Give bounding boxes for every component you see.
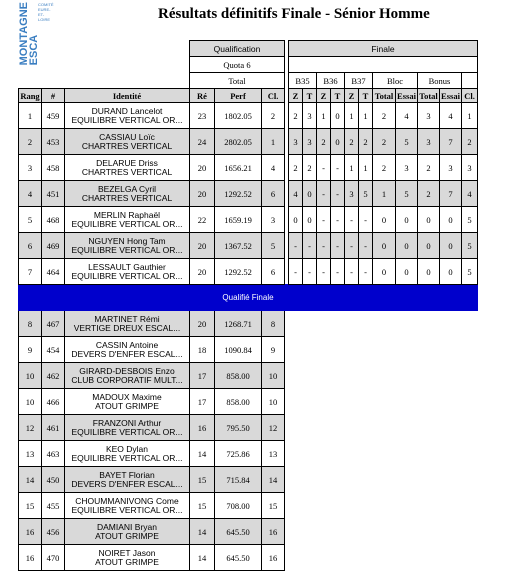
finalist-row	[19, 181, 478, 207]
re-cell: 20	[190, 259, 215, 285]
perf-cell: 1268.71	[215, 311, 262, 337]
athlete-name: CHOUMMANIVONG Come	[75, 495, 179, 506]
athlete-row	[19, 545, 478, 571]
b35-t-cell: 0	[303, 207, 317, 233]
b36-header: B36	[317, 73, 345, 89]
b37-z-cell: 2	[345, 129, 359, 155]
t-header: T	[359, 89, 373, 103]
bloc-essai-cell: 0	[396, 207, 418, 233]
bib-cell: 462	[42, 363, 65, 389]
header-row-2	[19, 57, 478, 73]
bib-cell: 456	[42, 519, 65, 545]
header-row-3	[19, 73, 478, 89]
perf-cell: 1802.05	[215, 103, 262, 129]
athlete-name: MARTINET Rémi	[94, 313, 160, 324]
athlete-identity	[65, 519, 190, 545]
bonus-total-cell: 3	[418, 103, 440, 129]
athlete-club: CHARTRES VERTICAL	[81, 140, 173, 151]
final-cl-cell: 2	[462, 129, 478, 155]
b37-header: B37	[345, 73, 373, 89]
bib-cell: 453	[42, 129, 65, 155]
rank-cell: 12	[19, 415, 42, 441]
athlete-club: DEVERS D'ENFER ESCAL...	[71, 348, 183, 359]
finalist-row	[19, 259, 478, 285]
athlete-row	[19, 311, 478, 337]
perf-cell: 1659.19	[215, 207, 262, 233]
re-cell: 14	[190, 545, 215, 571]
final-cl-header: Cl.	[462, 89, 478, 103]
z-header: Z	[289, 89, 303, 103]
qual-cl-cell: 5	[262, 233, 285, 259]
athlete-identity	[65, 181, 190, 207]
athlete-identity	[65, 467, 190, 493]
athlete-name: MERLIN Raphaël	[93, 209, 161, 220]
bloc-total-cell: 0	[373, 259, 396, 285]
b36-t-cell: 0	[331, 129, 345, 155]
athlete-club: EQUILIBRE VERTICAL OR...	[71, 426, 183, 437]
final-cl-cell: 3	[462, 155, 478, 181]
bonus-total-cell: 0	[418, 233, 440, 259]
perf-cell: 795.50	[215, 415, 262, 441]
qual-cl-cell: 6	[262, 181, 285, 207]
re-cell: 23	[190, 103, 215, 129]
perf-cell: 1367.52	[215, 233, 262, 259]
qual-cl-cell: 16	[262, 545, 285, 571]
athlete-name: DAMIANI Bryan	[97, 521, 157, 532]
athlete-name: KEO Dylan	[105, 443, 149, 454]
athlete-name: CASSIN Antoine	[95, 339, 159, 350]
finalist-row	[19, 233, 478, 259]
perf-cell: 1656.21	[215, 155, 262, 181]
rank-cell: 2	[19, 129, 42, 155]
z-header: Z	[317, 89, 331, 103]
qual-cl-cell: 10	[262, 389, 285, 415]
qual-cl-cell: 2	[262, 103, 285, 129]
b37-t-cell: -	[359, 207, 373, 233]
rank-cell: 6	[19, 233, 42, 259]
perf-cell: 858.00	[215, 389, 262, 415]
b35-t-cell: 3	[303, 103, 317, 129]
athlete-row	[19, 415, 478, 441]
re-cell: 20	[190, 181, 215, 207]
perf-cell: 708.00	[215, 493, 262, 519]
b37-z-cell: 1	[345, 103, 359, 129]
perf-cell: 2802.05	[215, 129, 262, 155]
qual-cl-cell: 8	[262, 311, 285, 337]
bonus-total-cell: 2	[418, 155, 440, 181]
perf-cell: 725.86	[215, 441, 262, 467]
b37-t-cell: 1	[359, 103, 373, 129]
re-cell: 24	[190, 129, 215, 155]
b35-t-cell: -	[303, 233, 317, 259]
bonus-essai-cell: 4	[440, 103, 462, 129]
athlete-row	[19, 493, 478, 519]
b35-t-cell: -	[303, 259, 317, 285]
bloc-essai-cell: 5	[396, 129, 418, 155]
rank-cell: 7	[19, 259, 42, 285]
athlete-name: DURAND Lancelot	[91, 105, 163, 116]
b35-z-cell: 3	[289, 129, 303, 155]
header-row-1	[19, 41, 478, 57]
rank-cell: 13	[19, 441, 42, 467]
qual-cl-cell: 12	[262, 415, 285, 441]
bloc-total-header: Total	[373, 89, 396, 103]
perf-cell: 1090.84	[215, 337, 262, 363]
re-cell: 18	[190, 337, 215, 363]
bib-cell: 454	[42, 337, 65, 363]
results-table	[18, 40, 478, 571]
athlete-name: NGUYEN Hong Tam	[88, 235, 166, 246]
final-cl-cell: 5	[462, 207, 478, 233]
finalist-row	[19, 129, 478, 155]
athlete-name: DELARUE Driss	[96, 157, 158, 168]
b35-z-cell: -	[289, 233, 303, 259]
bib-cell: 459	[42, 103, 65, 129]
bib-cell: 468	[42, 207, 65, 233]
bloc-total-cell: 1	[373, 181, 396, 207]
bloc-total-cell: 2	[373, 103, 396, 129]
bonus-total-header: Total	[419, 90, 438, 101]
b36-z-cell: 2	[317, 129, 331, 155]
bonus-total-cell: 3	[418, 129, 440, 155]
bib-cell: 466	[42, 389, 65, 415]
finalist-row	[19, 155, 478, 181]
athlete-club: CHARTRES VERTICAL	[81, 192, 173, 203]
b36-z-cell: -	[317, 181, 331, 207]
qualified-band-row	[19, 285, 478, 311]
b37-z-cell: -	[345, 207, 359, 233]
athlete-identity	[65, 493, 190, 519]
t-header: T	[331, 89, 345, 103]
bloc-essai-cell: 3	[396, 155, 418, 181]
re-cell: 16	[190, 415, 215, 441]
rank-cell: 1	[19, 103, 42, 129]
athlete-club: DEVERS D'ENFER ESCAL...	[71, 478, 183, 489]
rank-cell: 5	[19, 207, 42, 233]
b36-z-cell: -	[317, 259, 331, 285]
perf-cell: 1292.52	[215, 181, 262, 207]
b37-t-cell: 2	[359, 129, 373, 155]
athlete-club: EQUILIBRE VERTICAL OR...	[71, 270, 183, 281]
athlete-row	[19, 519, 478, 545]
b36-z-cell: 1	[317, 103, 331, 129]
qual-cl-cell: 4	[262, 155, 285, 181]
bloc-total-cell: 0	[373, 207, 396, 233]
b36-t-cell: -	[331, 181, 345, 207]
qual-cl-cell: 6	[262, 259, 285, 285]
athlete-name: FRANZONI Arthur	[92, 417, 162, 428]
athlete-club: EQUILIBRE VERTICAL OR...	[71, 452, 183, 463]
rank-cell: 16	[19, 545, 42, 571]
rank-cell: 8	[19, 311, 42, 337]
b36-t-cell: -	[331, 233, 345, 259]
b37-t-cell: 5	[359, 181, 373, 207]
b37-t-cell: -	[359, 233, 373, 259]
re-cell: 20	[190, 311, 215, 337]
final-cl-cell: 4	[462, 181, 478, 207]
perf-header: Perf	[215, 89, 262, 103]
athlete-identity	[65, 337, 190, 363]
bib-cell: 461	[42, 415, 65, 441]
b36-t-cell: -	[331, 155, 345, 181]
rank-cell: 3	[19, 155, 42, 181]
b35-z-cell: 0	[289, 207, 303, 233]
bonus-total-cell: 0	[418, 207, 440, 233]
athlete-identity	[65, 441, 190, 467]
athlete-identity	[65, 259, 190, 285]
qualified-finale-band: Qualifié Finale	[19, 285, 478, 311]
qual-cl-cell: 14	[262, 467, 285, 493]
total-header: Total	[190, 73, 285, 89]
b37-z-cell: 3	[345, 181, 359, 207]
athlete-name: BEZELGA Cyril	[97, 183, 157, 194]
re-cell: 15	[190, 493, 215, 519]
bonus-header: Bonus	[418, 73, 462, 89]
athlete-club: VERTIGE DREUX ESCAL...	[73, 322, 181, 333]
athlete-club: EQUILIBRE VERTICAL OR...	[71, 218, 183, 229]
b36-z-cell: -	[317, 155, 331, 181]
athlete-row	[19, 389, 478, 415]
final-cl-cell: 1	[462, 103, 478, 129]
bib-cell: 463	[42, 441, 65, 467]
re-cell: 22	[190, 207, 215, 233]
athlete-club: EQUILIBRE VERTICAL OR...	[71, 114, 183, 125]
bib-cell: 467	[42, 311, 65, 337]
bonus-total-cell: 0	[418, 259, 440, 285]
b35-t-cell: 0	[303, 181, 317, 207]
z-header: Z	[345, 89, 359, 103]
b36-z-cell: -	[317, 233, 331, 259]
b35-z-cell: -	[289, 259, 303, 285]
identite-header: Identité	[65, 89, 190, 103]
athlete-club: EQUILIBRE VERTICAL OR...	[71, 504, 183, 515]
bib-cell: 470	[42, 545, 65, 571]
logo-subtitle: COMITÉ EURE-ET-LOIRE	[38, 2, 54, 22]
logo-brand: MONTAGNE ESCA	[18, 2, 40, 66]
bloc-essai-cell: 0	[396, 233, 418, 259]
finalist-row	[19, 207, 478, 233]
b35-z-cell: 4	[289, 181, 303, 207]
b35-t-cell: 2	[303, 155, 317, 181]
bonus-essai-cell: 0	[440, 207, 462, 233]
cl-header: Cl.	[262, 89, 285, 103]
qual-cl-cell: 3	[262, 207, 285, 233]
bonus-essai-cell: 7	[440, 129, 462, 155]
athlete-name: LESSAULT Gauthier	[88, 261, 166, 272]
bonus-essai-cell: 3	[440, 155, 462, 181]
athlete-row	[19, 363, 478, 389]
athlete-identity	[65, 415, 190, 441]
re-cell: 20	[190, 155, 215, 181]
b36-t-cell: -	[331, 207, 345, 233]
re-cell: 17	[190, 389, 215, 415]
b37-t-cell: 1	[359, 155, 373, 181]
header-row-4	[19, 89, 478, 103]
final-cl-cell: 5	[462, 259, 478, 285]
athlete-row	[19, 467, 478, 493]
bloc-header: Bloc	[373, 73, 418, 89]
re-cell: 14	[190, 519, 215, 545]
b37-t-cell: -	[359, 259, 373, 285]
bonus-essai-cell: 7	[440, 181, 462, 207]
b35-t-cell: 3	[303, 129, 317, 155]
athlete-club: CLUB CORPORATIF MULT...	[71, 374, 183, 385]
athlete-row	[19, 337, 478, 363]
athlete-name: MADOUX Maxime	[92, 391, 162, 402]
athlete-row	[19, 441, 478, 467]
athlete-club: ATOUT GRIMPE	[95, 400, 159, 411]
bloc-essai-header: Essai	[397, 90, 416, 101]
qual-cl-cell: 16	[262, 519, 285, 545]
rang-header: Rang	[20, 90, 40, 101]
num-header: #	[42, 89, 65, 103]
bib-cell: 458	[42, 155, 65, 181]
bloc-essai-cell: 0	[396, 259, 418, 285]
athlete-name: GIRARD-DESBOIS Enzo	[79, 365, 175, 376]
athlete-identity	[65, 545, 190, 571]
rank-cell: 16	[19, 519, 42, 545]
qual-cl-cell: 13	[262, 441, 285, 467]
b35-z-cell: 2	[289, 103, 303, 129]
re-cell: 14	[190, 441, 215, 467]
athlete-name: NOIRET Jason	[98, 547, 156, 558]
t-header: T	[303, 89, 317, 103]
athlete-name: CASSIAU Loïc	[99, 131, 155, 142]
rank-cell: 10	[19, 389, 42, 415]
b35-header: B35	[289, 73, 317, 89]
bloc-total-cell: 2	[373, 129, 396, 155]
page-title: Résultats définitifs Finale - Sénior Homme	[158, 6, 430, 22]
athlete-identity	[65, 233, 190, 259]
qualification-header: Qualification	[190, 41, 285, 57]
athlete-identity	[65, 389, 190, 415]
bloc-essai-cell: 5	[396, 181, 418, 207]
b36-z-cell: -	[317, 207, 331, 233]
b37-z-cell: -	[345, 259, 359, 285]
athlete-identity	[65, 129, 190, 155]
qual-cl-cell: 1	[262, 129, 285, 155]
bib-cell: 455	[42, 493, 65, 519]
rank-cell: 4	[19, 181, 42, 207]
final-cl-cell: 5	[462, 233, 478, 259]
qual-cl-cell: 9	[262, 337, 285, 363]
athlete-club: ATOUT GRIMPE	[95, 530, 159, 541]
bib-cell: 469	[42, 233, 65, 259]
athlete-identity	[65, 207, 190, 233]
bloc-essai-cell: 4	[396, 103, 418, 129]
qual-cl-cell: 10	[262, 363, 285, 389]
perf-cell: 858.00	[215, 363, 262, 389]
rank-cell: 10	[19, 363, 42, 389]
b36-t-cell: 0	[331, 103, 345, 129]
b37-z-cell: 1	[345, 155, 359, 181]
athlete-identity	[65, 311, 190, 337]
re-cell: 17	[190, 363, 215, 389]
bloc-total-cell: 0	[373, 233, 396, 259]
re-cell: 15	[190, 467, 215, 493]
athlete-club: EQUILIBRE VERTICAL OR...	[71, 244, 183, 255]
athlete-name: BAYET Florian	[99, 469, 155, 480]
perf-cell: 645.50	[215, 545, 262, 571]
athlete-identity	[65, 363, 190, 389]
athlete-club: CHARTRES VERTICAL	[81, 166, 173, 177]
bonus-essai-cell: 0	[440, 259, 462, 285]
athlete-identity	[65, 103, 190, 129]
athlete-club: ATOUT GRIMPE	[95, 556, 159, 567]
perf-cell: 645.50	[215, 519, 262, 545]
athlete-identity	[65, 155, 190, 181]
bonus-essai-header: Essai	[441, 90, 460, 101]
perf-cell: 1292.52	[215, 259, 262, 285]
bib-cell: 451	[42, 181, 65, 207]
re-cell: 20	[190, 233, 215, 259]
re-header: Ré	[190, 89, 215, 103]
bonus-total-cell: 2	[418, 181, 440, 207]
rank-cell: 9	[19, 337, 42, 363]
quota-header: Quota 6	[190, 57, 285, 73]
finale-header: Finale	[289, 41, 478, 57]
rank-cell: 14	[19, 467, 42, 493]
bonus-essai-cell: 0	[440, 233, 462, 259]
finalist-row	[19, 103, 478, 129]
b36-t-cell: -	[331, 259, 345, 285]
bloc-total-cell: 2	[373, 155, 396, 181]
bib-cell: 450	[42, 467, 65, 493]
rank-cell: 15	[19, 493, 42, 519]
b35-z-cell: 2	[289, 155, 303, 181]
bib-cell: 464	[42, 259, 65, 285]
perf-cell: 715.84	[215, 467, 262, 493]
b37-z-cell: -	[345, 233, 359, 259]
qual-cl-cell: 15	[262, 493, 285, 519]
